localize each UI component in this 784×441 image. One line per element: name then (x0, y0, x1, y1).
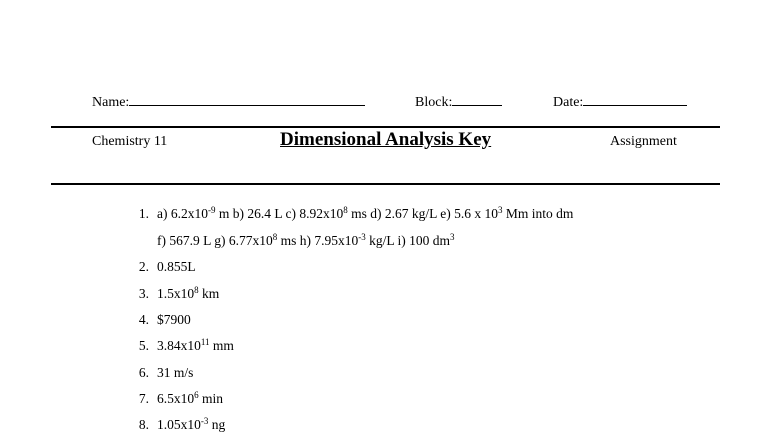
item-answer: 0.855L (157, 259, 196, 274)
item-number: 3. (138, 286, 149, 301)
item-number: 1. (138, 206, 149, 221)
item-number: 6. (138, 365, 149, 380)
item-number: 2. (138, 259, 149, 274)
item-answer: 31 m/s (157, 365, 194, 380)
name-label: Name: (92, 95, 130, 110)
item-answer: f) 567.9 L g) $6.77x10^8$ ms h) $7.95x10^{-3}$ kg/L i) 100 $dm^3$ (157, 232, 455, 248)
item-number: 4. (138, 312, 149, 327)
block-label: Block: (415, 95, 453, 110)
item-answer: a) $6.2x10^{-9}$ m b) 26.4 L c) $8.92x10^8$ ms d) 2.67 kg/L e) 5.6 x $10^3$ Mm into dm (157, 205, 574, 221)
item-answer: $7900 (157, 312, 191, 327)
date-label: Date: (553, 95, 584, 110)
item-number: 7. (138, 391, 149, 406)
assignment-label: Assignment (610, 134, 677, 149)
item-answer: $6.5x10^6$ min (157, 390, 224, 406)
item-answer: $3.84x10^{11}$ mm (157, 337, 234, 353)
item-number: 5. (138, 338, 149, 353)
answer-list (129, 0, 729, 441)
item-answer: $1.05x10^{-3}$ ng (157, 416, 226, 432)
page-title: Dimensional Analysis Key (280, 129, 492, 150)
item-answer: $1.5x10^8$ km (157, 285, 220, 301)
item-number: 8. (138, 417, 149, 432)
course-name: Chemistry 11 (92, 134, 168, 149)
